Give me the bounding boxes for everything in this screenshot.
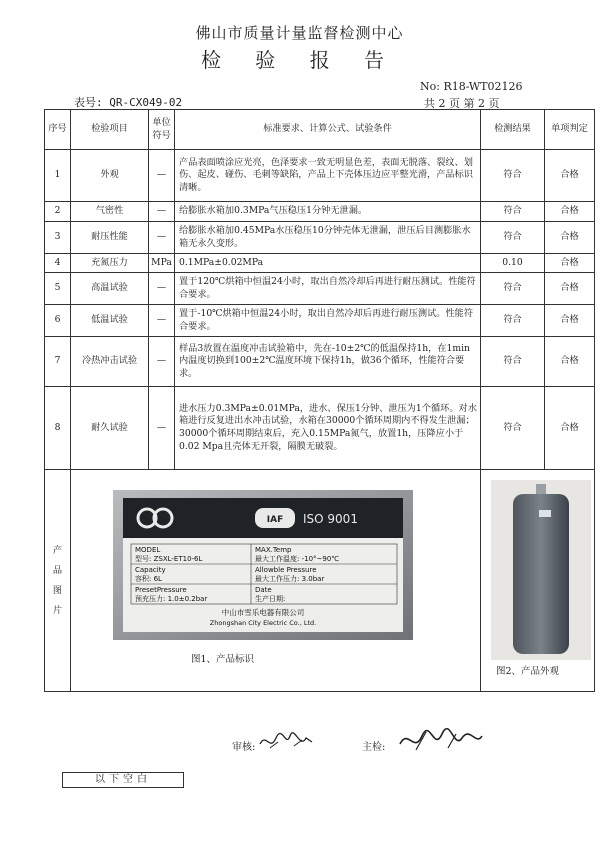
row-req: 置于120℃烘箱中恒温24小时，取出自然冷却后再进行耐压测试。性能符合要求。 [175, 273, 481, 305]
row-result: 符合 [481, 202, 545, 222]
table-row [45, 273, 595, 305]
row-item: 外观 [71, 150, 149, 202]
form-number: 表号: QR-CX049-02 [74, 96, 183, 109]
signature-area [44, 728, 594, 778]
product-images-label-text: 产品图片 [52, 544, 63, 616]
row-judge: 合格 [545, 273, 595, 305]
cap-cn: 容积: 6L [135, 575, 162, 583]
pre-en: PresetPressure [135, 586, 187, 594]
row-judge: 合格 [545, 305, 595, 337]
row-result: 符合 [481, 387, 545, 470]
row-req: 进水压力0.3MPa±0.01MPa，进水、保压1分钟、泄压为1个循环。对水箱进行反复进出水冲击试验，水箱在30000个循环周期内不得发生泄漏；30000个循环周期结束后，充入0.15MPa氮气，放置1h，压降应小于0.02 Mpa且壳体无开裂，隔膜无破裂。 [175, 387, 481, 470]
row-seq: 3 [45, 222, 71, 254]
date-en: Date [255, 586, 272, 594]
table-row [45, 387, 595, 470]
row-seq: 2 [45, 202, 71, 222]
row-judge: 合格 [545, 337, 595, 387]
temp-cn: 最大工作温度: -10°~90℃ [255, 555, 340, 563]
maker-en: Zhongshan City Electric Co., Ltd. [209, 619, 317, 627]
row-result: 0.10 [481, 254, 545, 273]
row-req: 产品表面喷涂应光亮，色泽要求一致无明显色差，表面无脱落、裂纹、划伤、起皮、碰伤、毛刺等缺陷，产品上下壳体压边应平整光滑，产品标识清晰。 [175, 150, 481, 202]
row-unit: — [149, 337, 175, 387]
row-result: 符合 [481, 222, 545, 254]
row-judge: 合格 [545, 387, 595, 470]
row-item: 高温试验 [71, 273, 149, 305]
header-unit: 单位符号 [149, 110, 175, 150]
row-req: 样品3放置在温度冲击试验箱中，先在-10±2℃的低温保持1h，在1min内温度切换到100±2℃温度环境下保持1h，做36个循环，性能符合要求。 [175, 337, 481, 387]
row-item: 充氮压力 [71, 254, 149, 273]
row-unit: — [149, 273, 175, 305]
row-item: 耐久试验 [71, 387, 149, 470]
press-en: Allowble Pressure [255, 566, 317, 574]
model-cn: 型号: ZSXL-ET10-6L [135, 555, 203, 563]
figure2-cell [481, 470, 595, 692]
end-of-report-box: 以下空白 [62, 772, 184, 788]
figure2-caption: 图2、产品外观 [496, 666, 560, 677]
row-item: 气密性 [71, 202, 149, 222]
row-judge: 合格 [545, 150, 595, 202]
figure1-cell [71, 470, 481, 692]
row-unit: — [149, 305, 175, 337]
header-seq: 序号 [45, 110, 71, 150]
row-unit: — [149, 222, 175, 254]
row-unit: — [149, 387, 175, 470]
row-seq: 8 [45, 387, 71, 470]
row-req: 给膨胀水箱加0.45MPa水压稳压10分钟壳体无泄漏，泄压后目测膨胀水箱无永久变形。 [175, 222, 481, 254]
reviewer-label: 审核: [232, 742, 256, 753]
inspection-table [44, 109, 595, 692]
org-name: 佛山市质量计量监督检测中心 [195, 24, 404, 42]
row-item: 低温试验 [71, 305, 149, 337]
row-result: 符合 [481, 305, 545, 337]
row-seq: 4 [45, 254, 71, 273]
row-seq: 7 [45, 337, 71, 387]
table-row [45, 150, 595, 202]
press-cn: 最大工作压力: 3.0bar [255, 575, 325, 583]
cap-en: Capacity [135, 566, 166, 574]
tank-nameplate [539, 510, 551, 517]
row-unit: — [149, 150, 175, 202]
iso-text: ISO 9001 [303, 512, 358, 526]
report-number: No: R18-WT02126 [420, 80, 523, 93]
date-cn: 生产日期: [255, 595, 286, 603]
row-judge: 合格 [545, 202, 595, 222]
product-exterior-photo [491, 480, 591, 660]
pre-cn: 预充压力: 1.0±0.2bar [135, 595, 208, 603]
table-row [45, 202, 595, 222]
inspector-signature [396, 726, 486, 756]
row-unit: — [149, 202, 175, 222]
product-label-photo [113, 490, 413, 640]
temp-en: MAX.Temp [255, 546, 292, 554]
row-req: 置于-10℃烘箱中恒温24小时，取出自然冷却后再进行耐压测试。性能符合要求。 [175, 305, 481, 337]
maker-cn: 中山市雪乐电器有限公司 [221, 608, 305, 617]
row-result: 符合 [481, 273, 545, 305]
iaf-text: IAF [266, 515, 284, 525]
table-row [45, 254, 595, 273]
figure1-caption: 图1、产品标识 [191, 654, 255, 665]
model-en: MODEL [135, 546, 161, 554]
row-result: 符合 [481, 150, 545, 202]
product-images-row [45, 470, 595, 692]
report-title: 检 验 报 告 [200, 48, 399, 72]
header-result: 检测结果 [481, 110, 545, 150]
table-row [45, 222, 595, 254]
page-count: 共 2 页 第 2 页 [424, 97, 500, 110]
row-judge: 合格 [545, 222, 595, 254]
reviewer-signature [256, 728, 316, 754]
row-req: 给膨胀水箱加0.3MPa气压稳压1分钟无泄漏。 [175, 202, 481, 222]
inspector-label: 主检: [362, 742, 386, 753]
row-result: 符合 [481, 337, 545, 387]
row-seq: 6 [45, 305, 71, 337]
table-header-row [45, 110, 595, 150]
row-item: 冷热冲击试验 [71, 337, 149, 387]
table-row [45, 337, 595, 387]
table-row [45, 305, 595, 337]
row-seq: 5 [45, 273, 71, 305]
product-images-label [45, 470, 71, 692]
header-item: 检验项目 [71, 110, 149, 150]
row-item: 耐压性能 [71, 222, 149, 254]
row-judge: 合格 [545, 254, 595, 273]
header-judge: 单项判定 [545, 110, 595, 150]
header-req: 标准要求、计算公式、试验条件 [175, 110, 481, 150]
expansion-tank [513, 494, 569, 654]
row-req: 0.1MPa±0.02MPa [175, 254, 481, 273]
row-seq: 1 [45, 150, 71, 202]
row-unit: MPa [149, 254, 175, 273]
